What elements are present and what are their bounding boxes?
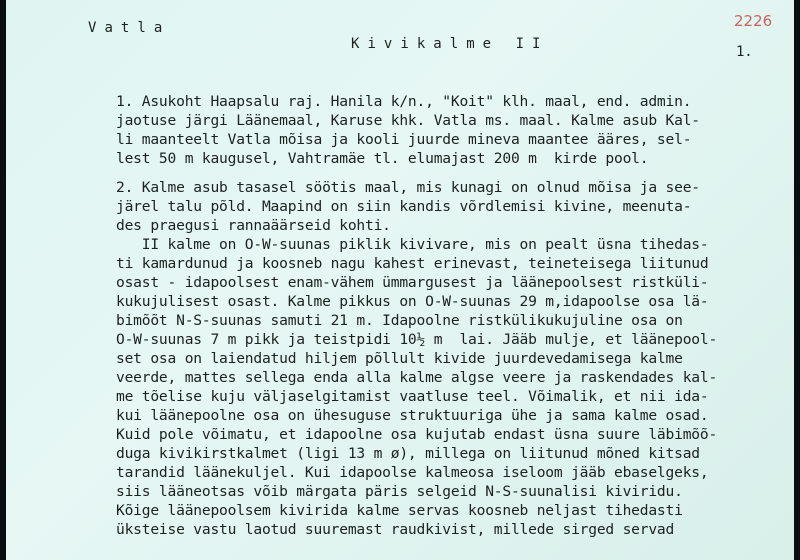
text-line: Kõige läänepoolsem kivirida kalme servas koosneb neljast tihedasti: [116, 502, 683, 519]
text-line: kui läänepoolne osa on ühesuguse struktuuriga ühe ja sama kalme osad.: [116, 407, 709, 424]
text-line: tarandid läänekuljel. Kui idapoolse kalmeosa iseloom jääb ebaselgeks,: [116, 464, 709, 481]
catalog-number: 2226: [734, 12, 773, 30]
text-line: duga kivikirstkalmet (ligi 13 m ø), millega on liitunud mõned kitsad: [116, 445, 700, 462]
text-line: osast - idapoolsest enam-vähem ümmargusest ja läänepoolsest ristküli-: [116, 274, 709, 291]
text-line: lest 50 m kaugusel, Vahtramäe tl. elumajast 200 m kirde pool.: [116, 150, 649, 167]
text-line: O-W-suunas 7 m pikk ja teistpidi 10½ m lai. Jääb mulje, et läänepool-: [116, 331, 718, 348]
text-line: kukujulisest osast. Kalme pikkus on O-W-suunas 29 m,idapoolse osa lä-: [116, 293, 709, 310]
text-line: jaotuse järgi Läänemaal, Karuse khk. Vatla ms. maal. Kalme asub Kal-: [116, 112, 700, 129]
text-line: 2. Kalme asub tasasel söötis maal, mis kunagi on olnud mõisa ja see-: [116, 179, 700, 196]
text-line: des praegusi rannaäärseid kohti.: [116, 217, 391, 234]
document-title: K i v i k a l m e I I: [351, 36, 541, 52]
text-line: järel talu põld. Maapind on siin kandis võrdlemisi kivine, meenuta-: [116, 198, 692, 215]
text-line: me tõelise kuju väljaselgitamist vaatluse teel. Võimalik, et nii ida-: [116, 388, 709, 405]
page-number: 1.: [736, 44, 753, 60]
text-line: 1. Asukoht Haapsalu raj. Hanila k/n., "Koit" klh. maal, end. admin.: [116, 93, 692, 110]
text-line: Kuid pole võimatu, et idapoolne osa kujutab endast üsna suure läbimõõ-: [116, 426, 718, 443]
text-line: veerde, mattes sellega enda alla kalme algse veere ja raskendades kal-: [116, 369, 718, 386]
text-line: II kalme on O-W-suunas piklik kivivare, mis on pealt üsna tihedas-: [116, 236, 709, 253]
text-line: siis lääneotsas võib märgata päris selgeid N-S-suunalisi kiviridu.: [116, 483, 683, 500]
text-line: li maanteelt Vatla mõisa ja kooli juurde mineva maantee ääres, sel-: [116, 131, 692, 148]
text-line: üksteise vastu laotud suuremast raudkivist, millede sirged servad: [116, 521, 675, 538]
location-heading: V a t l a: [88, 20, 163, 36]
text-line: set osa on laiendatud hiljem põllult kivide juurdevedamisega kalme: [116, 350, 683, 367]
document-page: [6, 0, 794, 560]
text-line: ti kamardunud ja koosneb nagu kahest erinevast, teineteisega liitunud: [116, 255, 709, 272]
text-line: bimõõt N-S-suunas samuti 21 m. Idapoolne ristkülikukujuline osa on: [116, 312, 683, 329]
